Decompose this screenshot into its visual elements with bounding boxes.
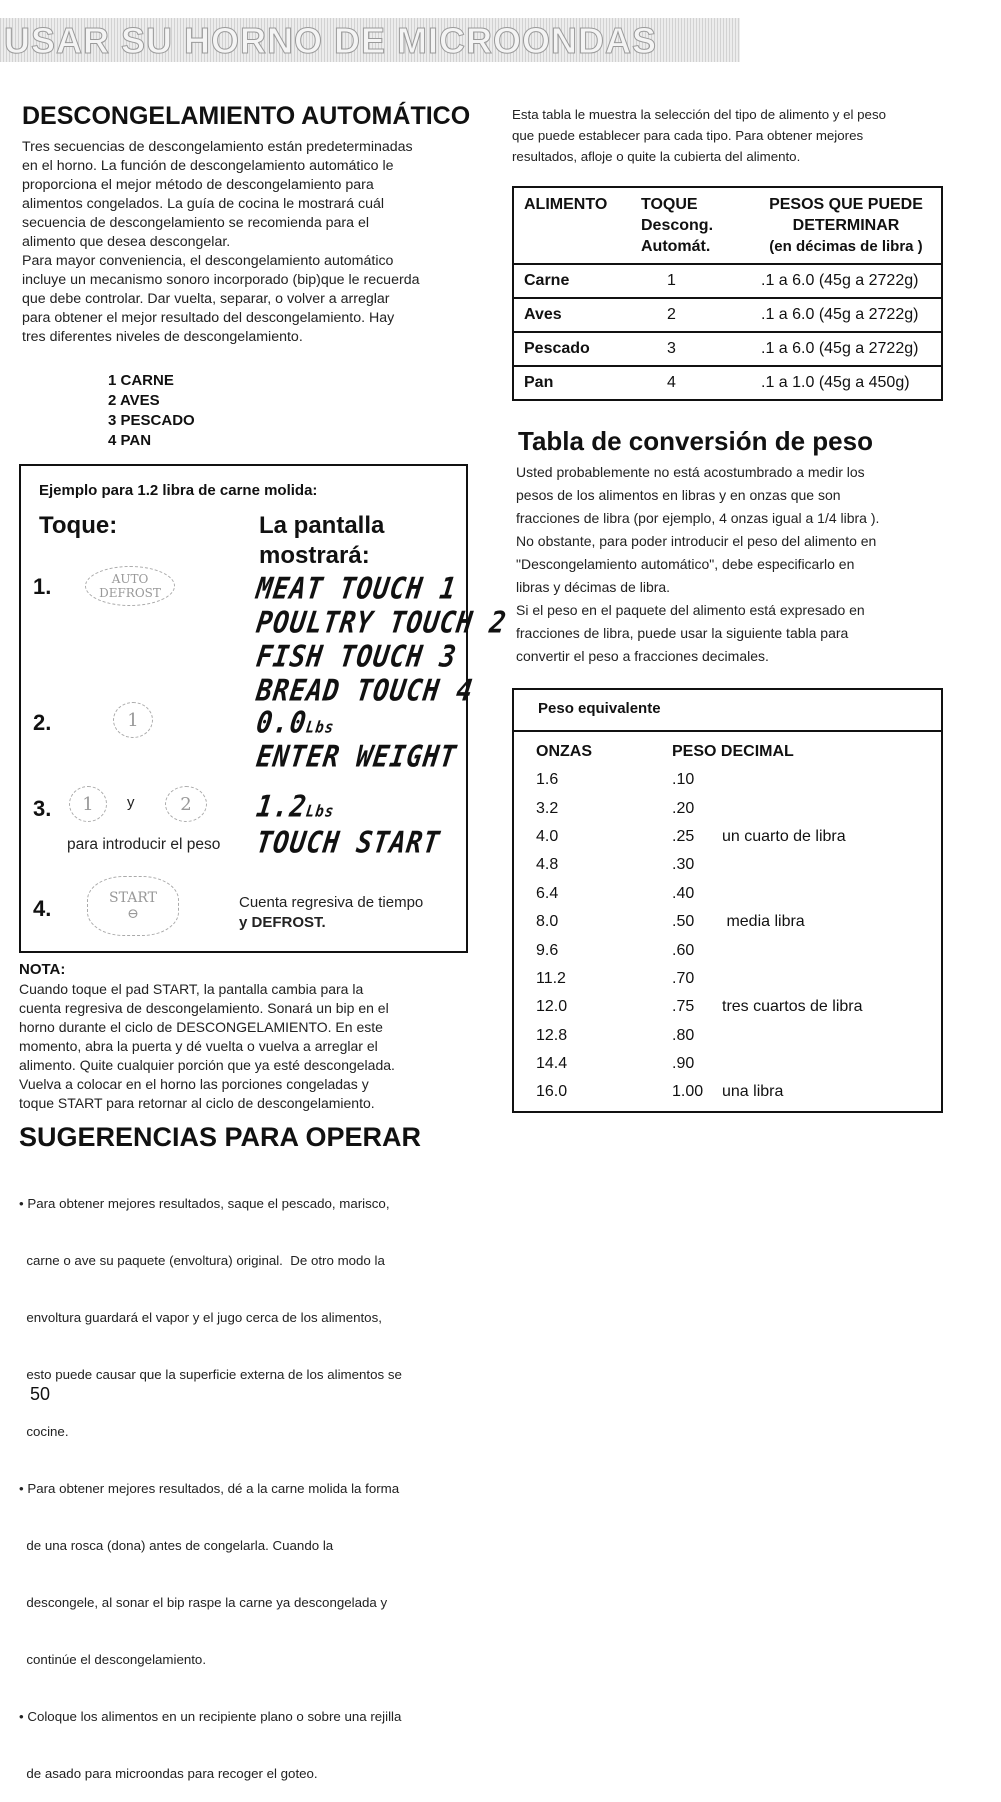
table-cell: 12.0	[536, 998, 568, 1016]
level-item: 1 CARNE	[108, 372, 174, 389]
step-1-number: 1.	[33, 574, 52, 599]
tip-line: carne o ave su paquete (envoltura) original. De otro modo la	[19, 1253, 385, 1268]
table-row	[513, 366, 942, 400]
table-row	[536, 993, 863, 1021]
intro-line: tres diferentes niveles de descongelamiento.	[22, 329, 303, 345]
number-1-pad: 1	[69, 786, 107, 822]
table-cell: .1 a 6.0 (45g a 2722g)	[751, 264, 942, 298]
header-line: (en décimas de libra )	[769, 238, 923, 255]
table-cell: 11.2	[536, 969, 566, 987]
table-cell	[722, 965, 863, 993]
table-cell: media libra	[722, 913, 805, 931]
table-cell: .20	[672, 799, 695, 817]
table-cell: .70	[672, 969, 695, 987]
table-cell: Carne	[513, 264, 631, 298]
example-title: Ejemplo para 1.2 libra de carne molida:	[39, 482, 318, 499]
auto-defrost-intro	[22, 138, 482, 347]
header-peso-decimal: PESO DECIMAL	[672, 743, 794, 760]
display-line: BREAD TOUCH 4	[254, 674, 476, 709]
tip-line: envoltura guardará el vapor y el jugo cerca de los alimentos,	[19, 1310, 382, 1325]
intro-line: secuencia de descongelamiento se recomienda para el	[22, 215, 370, 231]
table-cell	[722, 851, 863, 879]
table-cell: .60	[672, 941, 695, 959]
example-box	[19, 464, 509, 953]
table-cell: Pan	[513, 366, 631, 400]
intro-line: para obtener el mejor resultado del descongelamiento. Hay	[22, 310, 395, 326]
table-cell: .1 a 6.0 (45g a 2722g)	[751, 298, 942, 332]
pantalla-heading-1: La pantalla	[259, 512, 385, 539]
tip-line: esto puede causar que la superficie externa de los alimentos se	[19, 1367, 402, 1382]
display-enter-weight: ENTER WEIGHT	[254, 740, 459, 775]
tip-line: de asado para microondas para recoger el goteo.	[19, 1766, 318, 1781]
table-cell: .75	[672, 998, 695, 1016]
table-intro-line: que puede establecer para cada tipo. Para obtener mejores	[512, 128, 864, 143]
conversion-line: convertir el peso a fracciones decimales.	[516, 648, 769, 664]
header-toque	[631, 187, 751, 264]
level-item: 3 PESCADO	[108, 412, 195, 429]
intro-line: en el horno. La función de descongelamiento automático le	[22, 158, 394, 174]
table-cell: 16.0	[536, 1083, 568, 1101]
weight-equivalence-table	[536, 738, 863, 1107]
table-cell: una libra	[722, 1083, 784, 1101]
display-weight-unit: Lbs	[304, 718, 336, 738]
table-cell: 4.8	[536, 856, 559, 874]
auto-defrost-pad-label-1: AUTO	[111, 572, 149, 586]
display-line: MEAT TOUCH 1	[254, 572, 459, 607]
start-pad	[87, 876, 179, 936]
intro-line: Tres secuencias de descongelamiento están predeterminadas	[22, 139, 413, 155]
intro-line: proporciona el mejor método de descongelamiento para	[22, 177, 374, 193]
table-cell: .10	[672, 771, 695, 789]
header-onzas: ONZAS	[536, 743, 592, 760]
table-cell	[722, 1022, 863, 1050]
header-line: Descong.	[641, 217, 714, 234]
header-line: ALIMENTO	[524, 196, 608, 213]
nota-line: alimento. Quite cualquier porción que ya esté descongelada.	[19, 1057, 395, 1073]
table-cell: 12.8	[536, 1026, 568, 1044]
table-cell: 4.0	[536, 827, 559, 845]
countdown-note: Cuenta regresiva de tiempo	[239, 894, 424, 911]
conversion-text	[516, 461, 946, 668]
defrost-table	[512, 186, 943, 401]
tip-line: de una rosca (dona) antes de congelarla. Cuando la	[19, 1538, 334, 1553]
table-cell: 8.0	[536, 913, 559, 931]
tips-title: SUGERENCIAS PARA OPERAR	[19, 1122, 422, 1152]
table-cell: 3.2	[536, 799, 559, 817]
table-cell: .1 a 6.0 (45g a 2722g)	[751, 332, 942, 366]
table-intro	[512, 104, 942, 167]
table-cell: Aves	[513, 298, 631, 332]
tip-line: • Para obtener mejores resultados, saque el pescado, marisco,	[19, 1196, 390, 1211]
table-cell: tres cuartos de libra	[722, 998, 863, 1016]
table-row	[536, 1050, 863, 1078]
table-row	[513, 332, 942, 366]
defrost-levels-list	[108, 371, 195, 451]
step-2-number: 2.	[33, 710, 52, 735]
number-2-pad: 2	[165, 786, 207, 822]
auto-defrost-pad	[85, 566, 175, 606]
tip-line: • Para obtener mejores resultados, dé a la carne molida la forma	[19, 1481, 400, 1496]
start-pad-icon: ⊖	[127, 906, 139, 922]
tip-line: continúe el descongelamiento.	[19, 1652, 207, 1667]
table-cell: 9.6	[536, 941, 559, 959]
table-cell: 14.4	[536, 1055, 568, 1073]
table-cell	[722, 1050, 863, 1078]
pantalla-heading-2: mostrará:	[259, 542, 370, 569]
conversion-line: Si el peso en el paquete del alimento está expresado en	[516, 602, 865, 618]
table-cell: .25	[672, 827, 695, 845]
nota-heading: NOTA:	[19, 961, 66, 978]
start-pad-label: START	[109, 890, 157, 906]
conversion-line: pesos de los alimentos en libras y en onzas que son	[516, 487, 841, 503]
display-weight-value: 1.2	[254, 790, 309, 825]
display-touch-start: TOUCH START	[254, 826, 443, 861]
nota-line: cuenta regresiva de descongelamiento. Sonará un bip en el	[19, 1000, 389, 1016]
table-cell: .80	[672, 1026, 695, 1044]
header-banner	[0, 18, 740, 62]
table-cell: .30	[672, 856, 695, 874]
table-cell	[722, 880, 863, 908]
table-row	[536, 823, 863, 851]
tips-list	[19, 1156, 489, 1802]
table-cell: 2	[631, 298, 751, 332]
table-row	[536, 880, 863, 908]
table-cell: .1 a 1.0 (45g a 450g)	[751, 366, 942, 400]
conversion-line: fracciones de libra, puede usar la siguiente tabla para	[516, 625, 849, 641]
nota-line: Cuando toque el pad START, la pantalla cambia para la	[19, 981, 364, 997]
table-intro-line: Esta tabla le muestra la selección del tipo de alimento y el peso	[512, 107, 887, 122]
display-weight-entered	[254, 790, 337, 825]
header-line: TOQUE	[641, 196, 698, 213]
table-cell: 6.4	[536, 884, 559, 902]
and-text: y	[127, 794, 135, 811]
tip-line: descongele, al sonar el bip raspe la carne ya descongelada y	[19, 1595, 388, 1610]
conversion-line: Usted probablemente no está acostumbrado a medir los	[516, 464, 865, 480]
conversion-line: fracciones de libra (por ejemplo, 4 onzas igual a 1/4 libra ).	[516, 510, 880, 526]
nota-line: momento, abra la puerta y dé vuelta o vuelva a arreglar el	[19, 1038, 378, 1054]
table-row	[536, 851, 863, 879]
nota-line: horno durante el ciclo de DESCONGELAMIENTO. En este	[19, 1019, 383, 1035]
header-line: Automát.	[641, 238, 711, 255]
table-cell: Pescado	[513, 332, 631, 366]
table-row	[536, 936, 863, 964]
conversion-line: libras y décimas de libra.	[516, 579, 671, 595]
level-item: 2 AVES	[108, 392, 160, 409]
intro-line: Para mayor conveniencia, el descongelamiento automático	[22, 253, 394, 269]
header-line: PESOS QUE PUEDE	[769, 196, 923, 213]
table-cell: 4	[631, 366, 751, 400]
tip-line: • Coloque los alimentos en un recipiente plano o sobre una rejilla	[19, 1709, 402, 1724]
conversion-line: "Descongelamiento automático", debe especificarlo en	[516, 556, 855, 572]
table-cell: .50	[672, 913, 695, 931]
display-weight-unit: Lbs	[304, 802, 336, 822]
page-number: 50	[30, 1384, 51, 1404]
table-cell: 3	[631, 332, 751, 366]
header-line: DETERMINAR	[792, 217, 900, 234]
nota-text	[19, 980, 479, 1113]
nota-line: toque START para retornar al ciclo de descongelamiento.	[19, 1095, 375, 1111]
table-intro-line: resultados, afloje o quite la cubierta del alimento.	[512, 149, 801, 164]
conversion-line: No obstante, para poder introducir el peso del alimento en	[516, 533, 877, 549]
step-3-number: 3.	[33, 796, 52, 821]
display-line: POULTRY TOUCH 2	[254, 606, 509, 641]
header-alimento	[513, 187, 631, 264]
weight-equivalence-box	[512, 688, 943, 1113]
table-row	[513, 298, 942, 332]
table-cell: 1	[631, 264, 751, 298]
toque-heading: Toque:	[39, 512, 118, 539]
table-cell	[722, 794, 863, 822]
level-item: 4 PAN	[108, 432, 152, 449]
display-line: FISH TOUCH 3	[254, 640, 459, 675]
defrost-note: y DEFROST.	[239, 914, 326, 931]
table-row	[536, 965, 863, 993]
table-cell: 1.6	[536, 771, 559, 789]
weight-equivalence-title: Peso equivalente	[514, 690, 941, 732]
intro-line: alimentos congelados. La guía de cocina le mostrará cuál	[22, 196, 384, 212]
table-header-row	[536, 738, 863, 766]
table-row	[536, 766, 863, 794]
auto-defrost-pad-label-2: DEFROST	[99, 586, 161, 600]
table-row	[536, 1022, 863, 1050]
table-row	[513, 264, 942, 298]
table-cell: .90	[672, 1055, 695, 1073]
enter-weight-note: para introducir el peso	[67, 836, 221, 853]
table-cell: 1.00	[672, 1083, 704, 1101]
nota-line: Vuelva a colocar en el horno las porciones congeladas y	[19, 1076, 369, 1092]
display-weight-zero	[254, 706, 337, 741]
auto-defrost-title: DESCONGELAMIENTO AUTOMÁTICO	[22, 102, 471, 130]
step-4-number: 4.	[33, 896, 52, 921]
header-pesos	[751, 187, 942, 264]
table-cell: .40	[672, 884, 695, 902]
table-cell	[722, 936, 863, 964]
table-row	[536, 908, 863, 936]
intro-line: alimento que desea descongelar.	[22, 234, 231, 250]
table-header-row	[513, 187, 942, 264]
table-cell	[722, 766, 863, 794]
tip-line: cocine.	[19, 1424, 69, 1439]
conversion-title: Tabla de conversión de peso	[518, 426, 873, 456]
table-row	[536, 794, 863, 822]
banner-title: USAR SU HORNO DE MICROONDAS	[4, 20, 658, 61]
intro-line: que debe controlar. Dar vuelta, separar, o volver a arreglar	[22, 291, 390, 307]
table-row	[536, 1078, 863, 1106]
intro-line: incluye un mecanismo sonoro incorporado (bip)que le recuerda	[22, 272, 420, 288]
display-weight-value: 0.0	[254, 706, 309, 741]
number-1-pad: 1	[113, 702, 153, 738]
table-cell: un cuarto de libra	[722, 827, 846, 845]
